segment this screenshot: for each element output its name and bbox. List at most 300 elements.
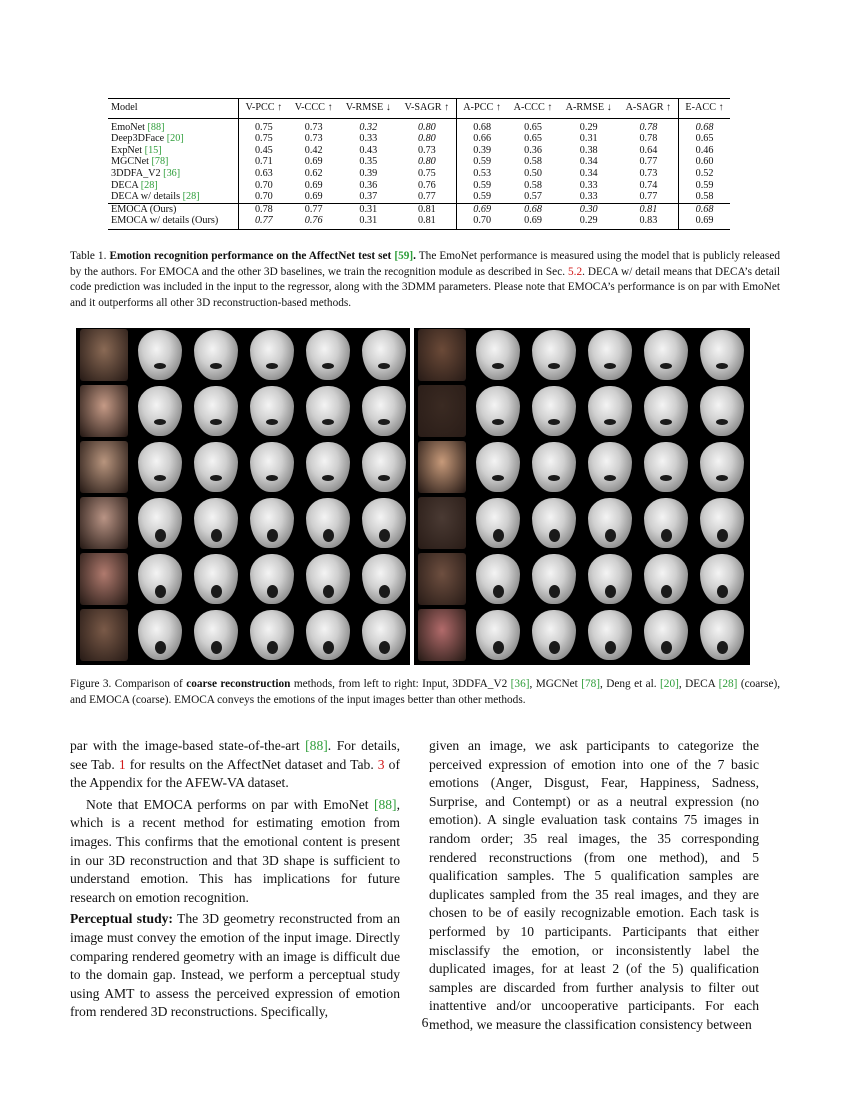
rendered-face-mesh [588,610,632,660]
input-photo [78,553,130,605]
citation-link[interactable]: [20] [660,678,679,690]
comparison-figure [76,328,750,665]
face-render [584,329,636,381]
face-render [640,553,692,605]
face-photo-thumbnail [418,441,466,493]
rendered-face-mesh [700,498,744,548]
rendered-face-mesh [644,386,688,436]
rendered-face-mesh [250,330,294,380]
citation-link[interactable]: [36] [163,167,181,179]
mouth-shape [717,529,728,542]
table-ref-link[interactable]: 1 [118,756,126,772]
table-cell: 0.75 [239,133,289,145]
table-cell: 0.73 [417,144,436,156]
rendered-face-mesh [138,386,182,436]
face-render [640,609,692,661]
face-render [472,553,524,605]
rendered-face-mesh [306,554,350,604]
table-cell-model: DECA w/ details [28] [111,191,200,203]
col-header-v-sagr: V-SAGR ↑ [404,102,450,113]
table-row [108,133,730,145]
rendered-face-mesh [700,386,744,436]
mouth-shape [378,475,390,481]
face-render [472,329,524,381]
table-cell: 0.64 [639,144,658,156]
mouth-shape [211,529,222,542]
table-cell: 0.81 [398,215,457,229]
table-cell: 0.75 [239,118,289,133]
table-cell: 0.58 [679,191,730,203]
table-cell: 0.37 [359,191,378,203]
figure-caption-bold: coarse reconstruction [186,678,291,690]
col-header-a-sagr: A-SAGR ↑ [625,102,672,113]
figure-caption-text: , Deng et al. [600,678,657,690]
table-cell: 0.63 [239,168,289,180]
face-render [134,553,186,605]
mouth-shape [493,641,504,654]
mouth-shape [661,529,672,542]
face-render [358,553,410,605]
rendered-face-mesh [250,498,294,548]
rendered-face-mesh [476,610,520,660]
mouth-shape [267,529,278,542]
face-render [190,609,242,661]
rendered-face-mesh [644,442,688,492]
mouth-shape [716,419,728,425]
face-render [190,441,242,493]
rendered-face-mesh [138,330,182,380]
face-render [302,609,354,661]
rendered-face-mesh [138,498,182,548]
face-photo-thumbnail [418,497,466,549]
table-cell: 0.77 [639,156,658,168]
mouth-shape [155,641,166,654]
table-cell: 0.69 [507,215,558,229]
results-table [108,98,730,230]
face-render [696,329,748,381]
face-photo-thumbnail [418,329,466,381]
col-header-a-pcc: A-PCC ↑ [457,99,508,119]
mouth-shape [378,419,390,425]
figure-panel-right [414,328,750,665]
rendered-face-mesh [138,442,182,492]
table-cell: 0.70 [457,215,508,229]
rendered-face-mesh [532,442,576,492]
mouth-shape [716,475,728,481]
citation-link[interactable]: [88] [373,796,397,812]
rendered-face-mesh [700,442,744,492]
rendered-face-mesh [362,610,406,660]
table-cell-model: Deep3DFace [20] [111,133,184,145]
input-photo [78,609,130,661]
mouth-shape [492,475,504,481]
mouth-shape [210,475,222,481]
face-render [640,329,692,381]
rendered-face-mesh [532,330,576,380]
face-photo-thumbnail [80,385,128,437]
citation-link[interactable]: [28] [182,191,200,203]
table-row [108,203,730,215]
table-cell: 0.33 [579,179,598,191]
face-render [584,609,636,661]
table-cell: 0.69 [304,156,323,168]
face-render [640,497,692,549]
table-cell: 0.78 [639,121,658,133]
rendered-face-mesh [250,386,294,436]
citation-link[interactable]: [88] [147,121,165,133]
paragraph: given an image, we ask participants to categorize the perceived expression of emotion into one of the 7 basic emotions (Anger, Disgust, Fear, Happiness, Sadness, Surprise, and Contempt) or as a neutral expression (no emotion). A single evaluation task contains 75 images in random order; 35 real images, the 35 corresponding rendered reconstructions (from one method), and 5 qualification samples. The 5 qualification samples are duplicates sampled from the 35 real images, and they are chosen to be of easily recognizable emotion. Each task is performed by 10 participants. Participants that either misclassify the emotion, or inconsistently label the duplicated images, for at least 2 (of the 5) qualification samples are discarded from further analysis to filter out inattentive and/or uncooperative participants. For each method, we measure the classification consistency between [429,738,759,1032]
table-cell: 0.29 [559,215,619,229]
citation-link[interactable]: [88] [305,738,328,753]
table-cell: 0.39 [359,167,378,179]
mouth-shape [267,585,278,598]
page-number: 6 [421,1015,429,1030]
rendered-face-mesh [644,610,688,660]
figure-caption [70,677,780,708]
table-cell: 0.65 [679,133,730,145]
rendered-face-mesh [588,330,632,380]
rendered-face-mesh [362,554,406,604]
mouth-shape [154,363,166,369]
face-render [696,609,748,661]
rendered-face-mesh [532,386,576,436]
input-photo [78,329,130,381]
table-cell-model: EMOCA w/ details (Ours) [108,215,239,229]
mouth-shape [322,419,334,425]
table-cell: 0.80 [417,133,436,145]
face-render [358,609,410,661]
face-render [246,329,298,381]
rendered-face-mesh [138,610,182,660]
rendered-face-mesh [194,386,238,436]
table-cell: 0.66 [457,133,508,145]
face-render [584,441,636,493]
figure-panel-left [76,328,410,665]
rendered-face-mesh [644,554,688,604]
table-cell: 0.75 [417,167,436,179]
col-header-a-rmse: A-RMSE ↓ [565,102,612,113]
rendered-face-mesh [644,498,688,548]
rendered-face-mesh [250,610,294,660]
table-caption-label: Table 1. [70,250,107,262]
table-row [108,118,730,133]
table-cell: 0.78 [239,203,289,215]
table-cell: 0.73 [304,133,323,145]
table-cell: 0.33 [359,133,378,145]
input-photo [416,609,468,661]
mouth-shape [322,363,334,369]
rendered-face-mesh [362,330,406,380]
table-cell: 0.45 [239,145,289,157]
table-cell: 0.71 [239,156,289,168]
table-cell: 0.39 [457,145,508,157]
mouth-shape [548,475,560,481]
table-cell: 0.68 [507,203,558,215]
face-render [358,385,410,437]
figure-caption-text: methods, from left to right: Input, 3DDFA_V2 [293,678,508,690]
mouth-shape [660,475,672,481]
face-render [134,385,186,437]
col-header-a-ccc: A-CCC ↑ [513,102,553,113]
rendered-face-mesh [194,554,238,604]
table-cell: 0.50 [524,167,542,179]
mouth-shape [548,419,560,425]
table-cell: 0.77 [288,203,338,215]
table-cell: 0.68 [679,203,730,215]
table-cell: 0.68 [679,118,730,133]
mouth-shape [322,475,334,481]
table-cell-model: 3DDFA_V2 [36] [111,167,181,179]
mouth-shape [716,363,728,369]
table-cell: 0.42 [304,144,323,156]
rendered-face-mesh [306,386,350,436]
mouth-shape [660,419,672,425]
face-render [472,609,524,661]
table-cell: 0.80 [417,121,436,133]
mouth-shape [266,363,278,369]
table-cell: 0.31 [339,203,398,215]
face-render [302,329,354,381]
face-render [246,441,298,493]
input-photo [416,385,468,437]
face-photo-thumbnail [418,385,466,437]
table-cell: 0.33 [579,191,598,203]
citation-link[interactable]: [59] [394,250,414,262]
table-ref-link[interactable]: 3 [377,756,385,772]
citation-link[interactable]: [28] [140,179,158,191]
rendered-face-mesh [306,442,350,492]
table-cell: 0.69 [457,203,508,215]
mouth-shape [323,585,334,598]
mouth-shape [379,641,390,654]
face-photo-thumbnail [418,553,466,605]
face-render [472,385,524,437]
table-row [108,215,730,229]
table-cell-model: DECA [28] [111,179,158,191]
rendered-face-mesh [476,498,520,548]
rendered-face-mesh [306,330,350,380]
face-render [246,497,298,549]
citation-link[interactable]: [78] [581,678,601,690]
table-cell: 0.34 [579,156,598,168]
face-render [358,329,410,381]
face-render [584,385,636,437]
input-photo [78,441,130,493]
face-render [696,441,748,493]
table-cell: 0.60 [679,156,730,168]
table-cell: 0.81 [398,203,457,215]
table-cell: 0.69 [304,179,323,191]
mouth-shape [266,475,278,481]
face-render [302,553,354,605]
table-cell: 0.65 [524,133,542,145]
face-render [528,497,580,549]
table-cell: 0.43 [359,144,378,156]
table-cell: 0.77 [639,191,658,203]
col-header-v-rmse: V-RMSE ↓ [345,102,391,113]
paragraph-heading: Perceptual study: [70,911,173,927]
mouth-shape [605,585,616,598]
mouth-shape [661,641,672,654]
face-photo-thumbnail [418,609,466,661]
table-cell: 0.58 [524,179,542,191]
mouth-shape [492,363,504,369]
figure-caption-label: Figure 3. [70,678,112,690]
rendered-face-mesh [306,498,350,548]
rendered-face-mesh [250,442,294,492]
face-render [640,385,692,437]
face-photo-thumbnail [80,441,128,493]
body-column-right [429,737,759,1035]
face-render [472,497,524,549]
face-render [134,329,186,381]
face-photo-thumbnail [80,609,128,661]
rendered-face-mesh [644,330,688,380]
mouth-shape [210,419,222,425]
face-render [246,609,298,661]
table-cell: 0.70 [239,191,289,203]
mouth-shape [605,529,616,542]
input-photo [78,497,130,549]
citation-link[interactable]: [15] [144,144,162,156]
col-header-model: Model [111,102,138,113]
table-cell: 0.74 [639,179,658,191]
face-render [302,385,354,437]
mouth-shape [549,585,560,598]
mouth-shape [604,475,616,481]
table-cell: 0.38 [579,144,598,156]
mouth-shape [154,475,166,481]
face-render [584,553,636,605]
table-cell: 0.35 [359,156,378,168]
face-photo-thumbnail [80,329,128,381]
rendered-face-mesh [588,554,632,604]
table-cell: 0.31 [579,133,598,145]
mouth-shape [155,529,166,542]
rendered-face-mesh [700,330,744,380]
face-render [472,441,524,493]
table-cell: 0.58 [524,156,542,168]
mouth-shape [548,363,560,369]
face-render [584,497,636,549]
rendered-face-mesh [588,386,632,436]
face-render [190,329,242,381]
mouth-shape [378,363,390,369]
rendered-face-mesh [362,498,406,548]
table-cell: 0.81 [619,203,679,215]
face-render [190,497,242,549]
mouth-shape [323,641,334,654]
citation-link[interactable]: [78] [151,156,169,168]
face-render [134,441,186,493]
paragraph: Note that EMOCA performs on par with EmoNet [88], which is a recent method for estimating emotion from images. This confirms that the emotional content is present in our 3D reconstruction and that 3D shape is sufficient to understand emotion. This has implications for future research on emotion recognition. [70,796,400,905]
table-cell: 0.34 [579,167,598,179]
rendered-face-mesh [362,442,406,492]
section-ref-link[interactable]: 5.2 [568,265,583,278]
table-cell: 0.78 [639,133,658,145]
face-render [528,553,580,605]
table-row [108,168,730,180]
face-photo-thumbnail [80,553,128,605]
face-render [696,385,748,437]
face-render [134,609,186,661]
rendered-face-mesh [588,442,632,492]
table-caption-text-a: The EmoNet performance is measured using the model that is publicly released by the authors. For EMOCA and the other 3D baselines, we train the recognition module as described in Sec. [70,250,780,278]
mouth-shape [210,363,222,369]
face-render [190,385,242,437]
input-photo [416,497,468,549]
mouth-shape [549,641,560,654]
mouth-shape [211,641,222,654]
mouth-shape [379,585,390,598]
mouth-shape [604,419,616,425]
table-cell: 0.83 [619,215,679,229]
citation-link[interactable]: [28] [718,678,738,690]
mouth-shape [605,641,616,654]
rendered-face-mesh [194,610,238,660]
figure-caption-text: , MGCNet [529,678,578,690]
rendered-face-mesh [362,386,406,436]
face-render [190,553,242,605]
citation-link[interactable]: [36] [510,678,530,690]
mouth-shape [717,641,728,654]
face-render [696,497,748,549]
face-render [528,609,580,661]
col-header-v-pcc: V-PCC ↑ [239,99,289,119]
table-cell: 0.69 [304,191,323,203]
face-photo-thumbnail [80,497,128,549]
table-cell: 0.31 [339,215,398,229]
face-render [696,553,748,605]
rendered-face-mesh [194,442,238,492]
rendered-face-mesh [700,610,744,660]
rendered-face-mesh [138,554,182,604]
table-cell: 0.30 [559,203,619,215]
table-cell: 0.65 [524,121,542,133]
table-cell-model: EmoNet [88] [111,121,165,133]
mouth-shape [379,529,390,542]
table-caption-bold: Emotion recognition performance on the AffectNet test set [59]. [109,250,416,262]
mouth-shape [493,585,504,598]
input-photo [416,553,468,605]
col-header-e-acc: E-ACC ↑ [679,99,730,119]
figure-caption-text: (coarse), and EMOCA (coarse). EMOCA conveys the emotions of the input images better than other methods. [70,678,781,706]
face-render [246,553,298,605]
table-cell: 0.59 [679,180,730,192]
mouth-shape [549,529,560,542]
face-render [528,385,580,437]
table-cell-model: MGCNet [78] [111,156,169,168]
rendered-face-mesh [588,498,632,548]
table-caption [70,249,780,311]
table-cell: 0.77 [417,191,436,203]
col-header-v-ccc: V-CCC ↑ [294,102,333,113]
rendered-face-mesh [476,554,520,604]
table-cell: 0.57 [524,191,542,203]
table-cell: 0.70 [239,180,289,192]
table-header-row [108,99,730,119]
table-row [108,180,730,192]
table-cell: 0.69 [679,215,730,229]
mouth-shape [154,419,166,425]
mouth-shape [717,585,728,598]
rendered-face-mesh [476,386,520,436]
table-row [108,156,730,168]
face-render [134,497,186,549]
citation-link[interactable]: [20] [166,133,184,145]
rendered-face-mesh [532,610,576,660]
table-cell: 0.77 [239,215,289,229]
